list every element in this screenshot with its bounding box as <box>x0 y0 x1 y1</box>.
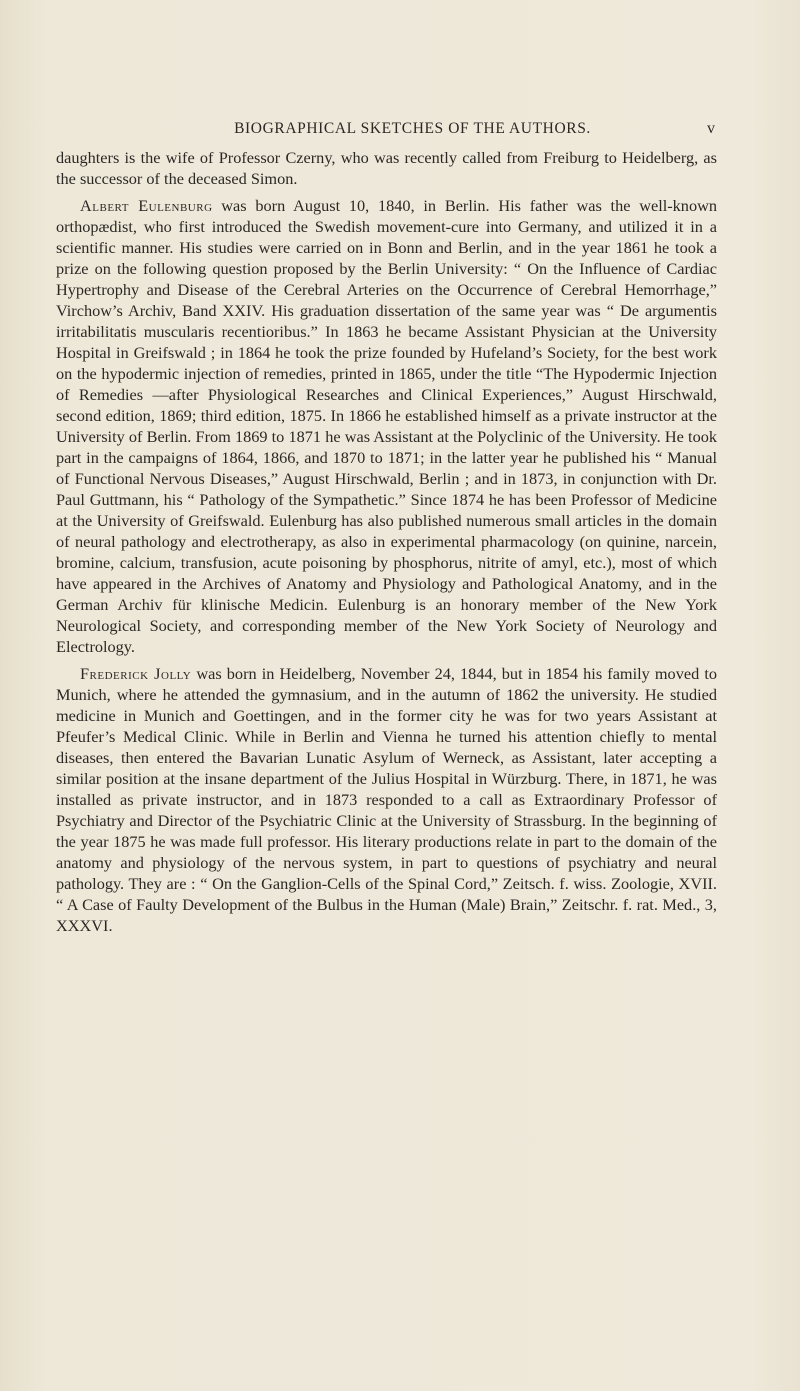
page-header <box>110 116 715 142</box>
paragraph-jolly <box>56 663 717 936</box>
paragraph-text: was born August 10, 1840, in Berlin. His father was the well-known orthopædist, who first introduced the Swedish movement-cure into Germany, and utilized it in a scientific manner. His studies were carried on in Bonn and Berlin, and in the year 1861 he took a prize on the following question proposed by the Berlin University: “ On the Influence of Cardiac Hypertrophy and Disease of the Cerebral Arteries on the Occurrence of Cerebral Hemorrhage,” Virchow’s Archiv, Band XXIV. His graduation dissertation of the same year was “ De argumentis irritabilitatis muscularis recentioribus.” In 1863 he became Assistant Physician at the University Hospital in Greifswald ; in 1864 he took the prize founded by Hufeland’s Society, for the best work on the hypodermic injection of remedies, printed in 1865, under the title “The Hypodermic Injection of Remedies —after Physiological Researches and Clinical Experiences,” August Hirschwald, second edition, 1869; third edition, 1875. In 1866 he established himself as a private instructor at the University of Berlin. From 1869 to 1871 he was Assistant at the Polyclinic of the University. He took part in the campaigns of 1864, 1866, and 1870 to 1871; in the latter year he published his “ Manual of Functional Nervous Diseases,” August Hirschwald, Berlin ; and in 1873, in conjunction with Dr. Paul Guttmann, his “ Pathology of the Sympathetic.” Since 1874 he has been Professor of Medicine at the University of Greifswald. Eulenburg has also published numerous small articles in the domain of neural pathology and electrotherapy, as also in experimental pharmacology (on quinine, narcein, bromine, calcium, transfusion, acute poisoning by phosphorus, nitrite of amyl, etc.), most of which have appeared in the Archives of Anatomy and Physiology and Pathological Anatomy, and in the German Archiv für klinische Medicin. Eulenburg is an honorary member of the New York Neurological Society, and corresponding member of the New York Society of Neurology and Electrology. <box>56 196 717 656</box>
paragraph-eulenburg <box>56 195 717 657</box>
paragraph-continuation <box>56 147 717 189</box>
biography-name: Albert Eulenburg <box>80 196 213 215</box>
paragraph-text: was born in Heidelberg, November 24, 1844, but in 1854 his family moved to Munich, where he attended the gymnasium, and in the autumn of 1862 the university. He studied medicine in Munich and Goettingen, and in the former city he was for two years Assistant at Pfeufer’s Medical Clinic. While in Berlin and Vienna he turned his attention chiefly to mental diseases, then entered the Bavarian Lunatic Asylum of Werneck, as Assistant, later accepting a similar position at the insane department of the Julius Hospital in Würzburg. There, in 1871, he was installed as private instructor, and in 1873 responded to a call as Extraordinary Professor of Psychiatry and Director of the Psychiatric Clinic at the University of Strassburg. In the beginning of the year 1875 he was made full professor. His literary productions relate in part to the domain of the anatomy and physiology of the nervous system, in part to questions of psychiatry and neural pathology. They are : “ On the Ganglion-Cells of the Spinal Cord,” Zeitsch. f. wiss. Zoologie, XVII. “ A Case of Faulty Development of the Bulbus in the Human (Male) Brain,” Zeitschr. f. rat. Med., 3, XXXVI. <box>56 664 717 935</box>
biography-name: Frederick Jolly <box>80 664 192 683</box>
body-text <box>56 147 717 942</box>
page-number: v <box>707 120 715 137</box>
running-head: BIOGRAPHICAL SKETCHES OF THE AUTHORS. <box>234 120 591 137</box>
paragraph-text: daughters is the wife of Professor Czerny, who was recently called from Freiburg to Heidelberg, as the successor of the deceased Simon. <box>56 148 717 188</box>
